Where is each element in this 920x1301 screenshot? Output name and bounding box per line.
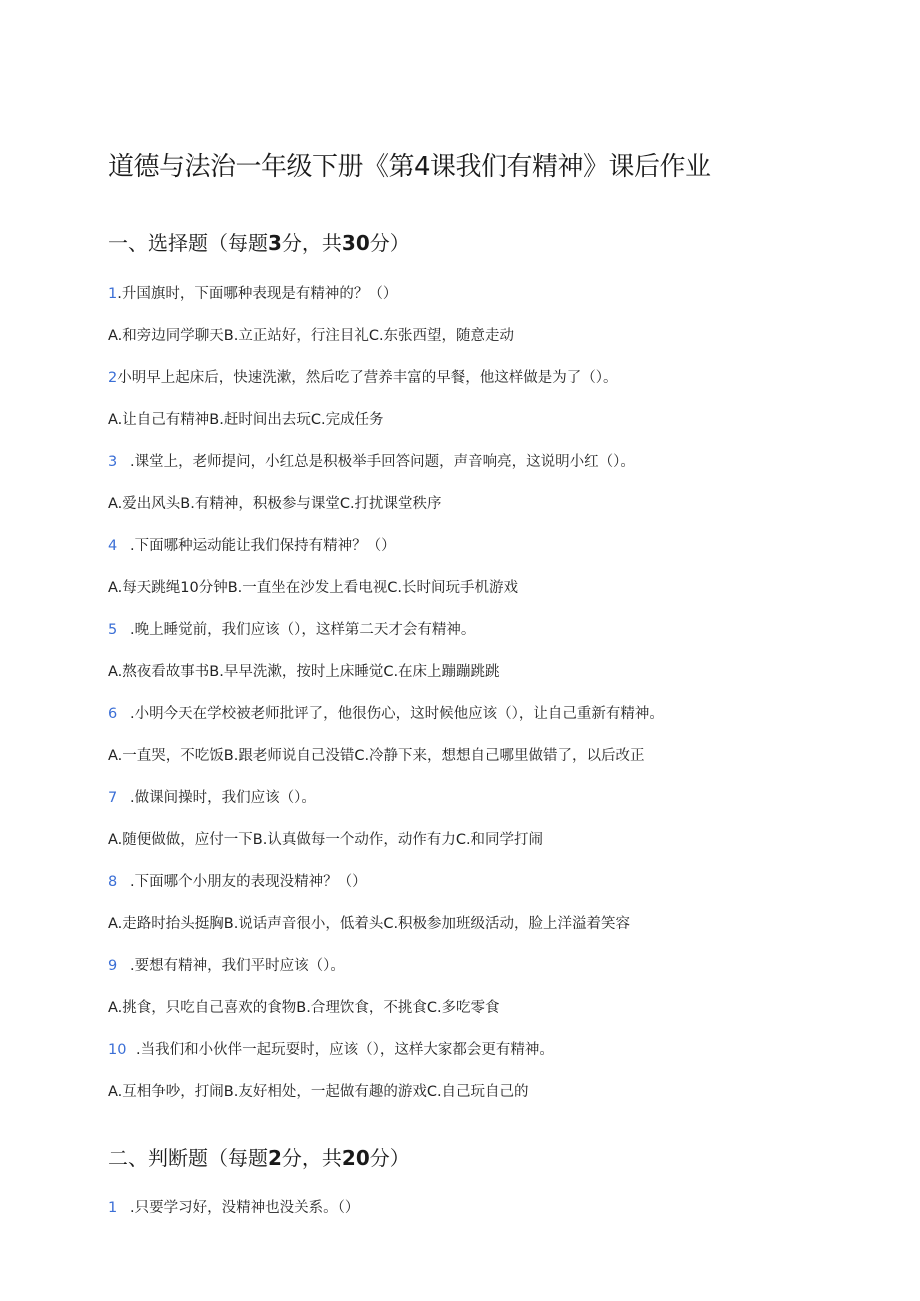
question-7 [108, 787, 316, 809]
question-3 [108, 451, 635, 473]
question-text: .下面哪个小朋友的表现没精神？（） [130, 874, 367, 890]
question-number: 1 [108, 1200, 118, 1216]
question-text: .晚上睡觉前，我们应该（），这样第二天才会有精神。 [130, 622, 476, 638]
question-number: 5 [108, 622, 118, 638]
question-number: 6 [108, 706, 118, 722]
question-9 [108, 955, 345, 977]
question-1-options: A.和旁边同学聊天B.立正站好，行注目礼C.东张西望，随意走动 [108, 328, 515, 344]
question-number: 8 [108, 874, 118, 890]
section-heading-prefix: 一、选择题（每题 [108, 231, 268, 255]
question-5 [108, 619, 475, 641]
question-text: .做课间操时，我们应该（）。 [130, 790, 316, 806]
section-heading-score: 2 [268, 1146, 282, 1170]
question-2-options: A.让自己有精神B.赶时间出去玩C.完成任务 [108, 412, 384, 428]
question-number: 10 [108, 1042, 127, 1058]
question-number: 4 [108, 538, 118, 554]
section-heading-mid: 分，共 [281, 1146, 342, 1170]
question-3-options: A.爱出风头B.有精神，积极参与课堂C.打扰课堂秩序 [108, 496, 442, 512]
section-heading-total: 20 [341, 1146, 370, 1170]
question-text: .当我们和小伙伴一起玩耍时，应该（），这样大家都会更有精神。 [136, 1042, 554, 1058]
question-2 [108, 367, 617, 389]
question-number: 7 [108, 790, 118, 806]
question-10-options: A.互相争吵，打闹B.友好相处，一起做有趣的游戏C.自己玩自己的 [108, 1084, 529, 1100]
judgment-1 [108, 1197, 359, 1219]
section-heading-total: 30 [341, 231, 370, 255]
question-number: 3 [108, 454, 118, 470]
question-text: .小明今天在学校被老师批评了，他很伤心，这时候他应该（），让自己重新有精神。 [130, 706, 664, 722]
question-text: .下面哪种运动能让我们保持有精神？（） [130, 538, 396, 554]
question-text: .课堂上，老师提问，小红总是积极举手回答问题，声音响亮，这说明小红（）。 [130, 454, 635, 470]
question-number: 2 [108, 370, 118, 386]
section-heading-judgment [108, 1143, 410, 1173]
document-title: 道德与法治一年级下册《第4课我们有精神》课后作业 [108, 152, 711, 182]
question-6-options: A.一直哭，不吃饭B.跟老师说自己没错C.冷静下来，想想自己哪里做错了，以后改正 [108, 748, 645, 764]
question-text: .只要学习好，没精神也没关系。（） [130, 1200, 360, 1216]
question-number: 9 [108, 958, 118, 974]
question-4 [108, 535, 396, 557]
question-1 [108, 283, 397, 305]
question-5-options: A.熬夜看故事书B.早早洗漱，按时上床睡觉C.在床上蹦蹦跳跳 [108, 664, 500, 680]
question-4-options: A.每天跳绳10分钟B.一直坐在沙发上看电视C.长时间玩手机游戏 [108, 580, 519, 596]
question-text: .要想有精神，我们平时应该（）。 [130, 958, 345, 974]
section-heading-choice [108, 228, 410, 258]
section-heading-prefix: 二、判断题（每题 [108, 1146, 268, 1170]
section-heading-suffix: 分） [369, 1146, 410, 1170]
section-heading-mid: 分，共 [281, 231, 342, 255]
question-text: 小明早上起床后，快速洗漱，然后吃了营养丰富的早餐，他这样做是为了（）。 [117, 370, 618, 386]
question-8 [108, 871, 367, 893]
section-heading-score: 3 [268, 231, 282, 255]
question-10 [108, 1039, 554, 1061]
question-8-options: A.走路时抬头挺胸B.说话声音很小，低着头C.积极参加班级活动，脸上洋溢着笑容 [108, 916, 631, 932]
question-9-options: A.挑食，只吃自己喜欢的食物B.合理饮食，不挑食C.多吃零食 [108, 1000, 500, 1016]
section-heading-suffix: 分） [369, 231, 410, 255]
question-7-options: A.随便做做，应付一下B.认真做每一个动作，动作有力C.和同学打闹 [108, 832, 544, 848]
question-number: 1 [108, 286, 118, 302]
question-text: .升国旗时，下面哪种表现是有精神的？（） [117, 286, 398, 302]
question-6 [108, 703, 664, 725]
